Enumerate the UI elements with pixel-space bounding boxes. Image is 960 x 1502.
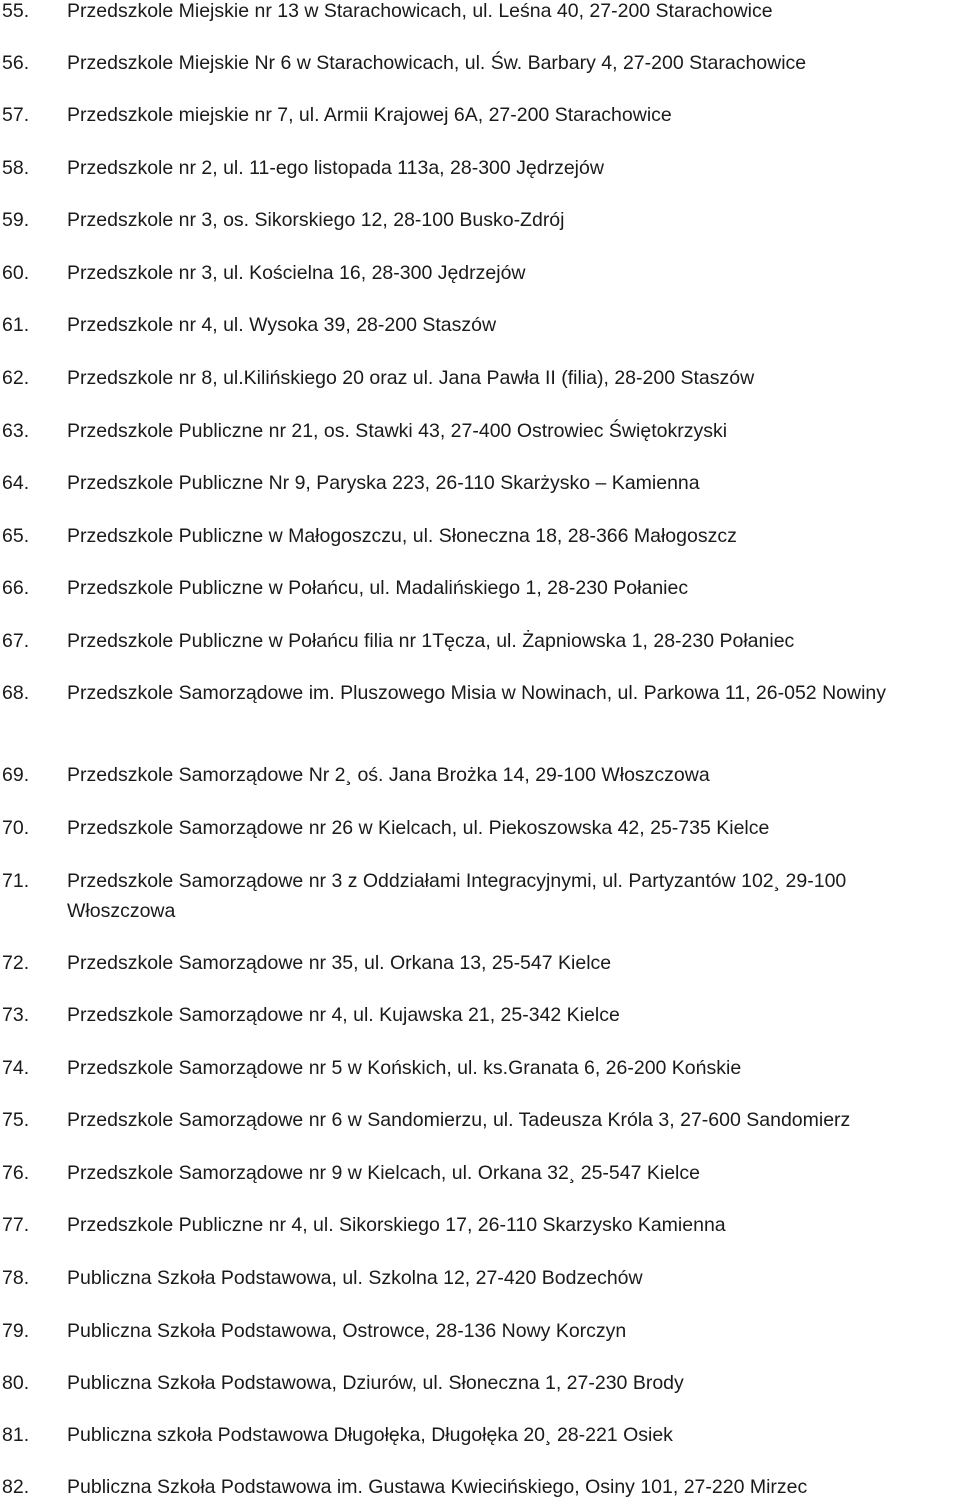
- item-number: 62.: [2, 367, 30, 389]
- item-number: 72.: [2, 952, 30, 974]
- item-text: Przedszkole Samorządowe nr 6 w Sandomierzu, ul. Tadeusza Króla 3, 27-600 Sandomierz: [67, 1109, 851, 1131]
- item-number: 56.: [2, 52, 30, 74]
- item-number: 71.: [2, 870, 30, 892]
- item-number: 75.: [2, 1109, 30, 1131]
- item-text: Przedszkole Publiczne w Małogoszczu, ul. Słoneczna 18, 28-366 Małogoszcz: [67, 525, 737, 547]
- item-number: 57.: [2, 104, 30, 126]
- item-number: 68.: [2, 682, 30, 704]
- item-text: Publiczna Szkoła Podstawowa, ul. Szkolna 12, 27-420 Bodzechów: [67, 1267, 643, 1289]
- item-number: 67.: [2, 630, 30, 652]
- item-number: 79.: [2, 1320, 30, 1342]
- item-number: 78.: [2, 1267, 30, 1289]
- item-number: 58.: [2, 157, 30, 179]
- item-text: Przedszkole Samorządowe nr 4, ul. Kujawska 21, 25-342 Kielce: [67, 1004, 620, 1026]
- item-number: 59.: [2, 209, 30, 231]
- item-text: Przedszkole Publiczne nr 21, os. Stawki 43, 27-400 Ostrowiec Świętokrzyski: [67, 420, 728, 442]
- item-text: Przedszkole Samorządowe nr 5 w Końskich, ul. ks.Granata 6, 26-200 Końskie: [67, 1057, 742, 1079]
- item-number: 60.: [2, 262, 30, 284]
- item-text: Przedszkole Publiczne Nr 9, Paryska 223, 26-110 Skarżysko – Kamienna: [67, 472, 700, 494]
- item-text: Przedszkole Samorządowe nr 3 z Oddziałami Integracyjnymi, ul. Partyzantów 102¸ 29-100 Włoszczowa: [67, 870, 847, 922]
- item-text: Przedszkole Publiczne nr 4, ul. Sikorskiego 17, 26-110 Skarzysko Kamienna: [67, 1214, 726, 1236]
- item-text: Przedszkole nr 2, ul. 11-ego listopada 113a, 28-300 Jędrzejów: [67, 157, 604, 179]
- item-number: 55.: [2, 0, 30, 22]
- item-number: 61.: [2, 314, 30, 336]
- item-text: Przedszkole Samorządowe nr 35, ul. Orkana 13, 25-547 Kielce: [67, 952, 612, 974]
- item-text: Przedszkole Samorządowe nr 26 w Kielcach, ul. Piekoszowska 42, 25-735 Kielce: [67, 817, 770, 839]
- item-number: 66.: [2, 577, 30, 599]
- item-text: Publiczna Szkoła Podstawowa, Ostrowce, 28-136 Nowy Korczyn: [67, 1320, 627, 1342]
- item-text: Przedszkole nr 3, os. Sikorskiego 12, 28-100 Busko-Zdrój: [67, 209, 565, 231]
- item-number: 69.: [2, 764, 30, 786]
- item-number: 76.: [2, 1162, 30, 1184]
- item-number: 81.: [2, 1424, 30, 1446]
- item-text: Przedszkole nr 3, ul. Kościelna 16, 28-300 Jędrzejów: [67, 262, 526, 284]
- item-number: 63.: [2, 420, 30, 442]
- item-text: Publiczna Szkoła Podstawowa, Dziurów, ul. Słoneczna 1, 27-230 Brody: [67, 1372, 684, 1394]
- item-number: 65.: [2, 525, 30, 547]
- item-text: Przedszkole Samorządowe Nr 2¸ oś. Jana Brożka 14, 29-100 Włoszczowa: [67, 764, 710, 786]
- item-text: Przedszkole nr 4, ul. Wysoka 39, 28-200 Staszów: [67, 314, 497, 336]
- item-number: 64.: [2, 472, 30, 494]
- item-text: Przedszkole Miejskie Nr 6 w Starachowicach, ul. Św. Barbary 4, 27-200 Starachowice: [67, 52, 807, 74]
- item-number: 70.: [2, 817, 30, 839]
- item-text: Przedszkole Samorządowe nr 9 w Kielcach, ul. Orkana 32¸ 25-547 Kielce: [67, 1162, 700, 1184]
- item-number: 80.: [2, 1372, 30, 1394]
- item-number: 77.: [2, 1214, 30, 1236]
- item-number: 82.: [2, 1476, 30, 1498]
- item-text: Przedszkole Samorządowe im. Pluszowego Misia w Nowinach, ul. Parkowa 11, 26-052 Nowiny: [67, 682, 886, 704]
- item-text: Przedszkole Miejskie nr 13 w Starachowicach, ul. Leśna 40, 27-200 Starachowice: [67, 0, 773, 22]
- item-text: Publiczna Szkoła Podstawowa im. Gustawa Kwiecińskiego, Osiny 101, 27-220 Mirzec: [67, 1476, 808, 1498]
- item-text: Przedszkole miejskie nr 7, ul. Armii Krajowej 6A, 27-200 Starachowice: [67, 104, 672, 126]
- item-number: 74.: [2, 1057, 30, 1079]
- item-number: 73.: [2, 1004, 30, 1026]
- item-text: Przedszkole nr 8, ul.Kilińskiego 20 oraz ul. Jana Pawła II (filia), 28-200 Staszów: [67, 367, 755, 389]
- item-text: Publiczna szkoła Podstawowa Długołęka, Długołęka 20¸ 28-221 Osiek: [67, 1424, 673, 1446]
- item-text: Przedszkole Publiczne w Połańcu filia nr 1Tęcza, ul. Żapniowska 1, 28-230 Połaniec: [67, 630, 795, 652]
- item-text: Przedszkole Publiczne w Połańcu, ul. Madalińskiego 1, 28-230 Połaniec: [67, 577, 689, 599]
